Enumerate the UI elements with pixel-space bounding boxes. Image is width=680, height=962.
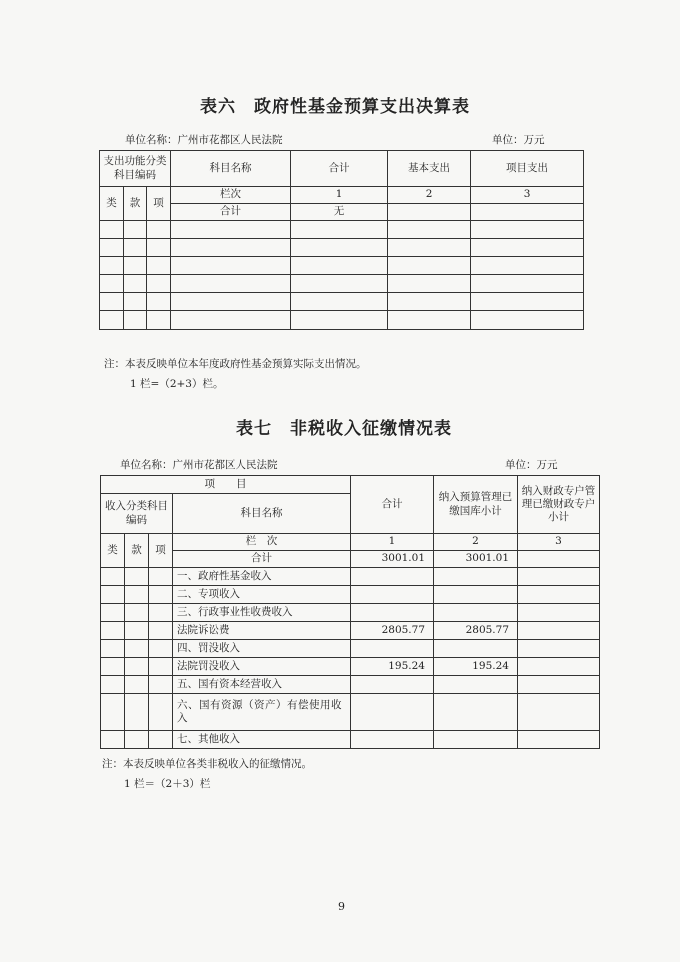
table7-row-c2	[434, 676, 518, 694]
table7-row-c3	[518, 604, 600, 622]
table7-row-c1	[351, 604, 434, 622]
table7-title: 表七 非税收入征缴情况表	[236, 419, 452, 439]
table7-row-c3	[518, 694, 600, 731]
table7-row-c2	[434, 586, 518, 604]
table7-header-name: 科目名称	[173, 494, 351, 534]
table6-header-basic: 基本支出	[388, 151, 471, 187]
table7-header-c3: 纳入财政专户管理已缴财政专户小计	[518, 476, 600, 534]
table-row	[101, 586, 600, 604]
table7-row-c2	[434, 640, 518, 658]
table-row	[101, 731, 600, 749]
table-row	[100, 257, 584, 275]
table7-row-c3	[518, 622, 600, 640]
table7-row-name: 四、罚没收入	[173, 640, 351, 658]
table7-row-c1	[351, 731, 434, 749]
table7-row-c2	[434, 604, 518, 622]
table6-row-lanci-name: 栏次	[171, 187, 291, 204]
table7-row-name: 合计	[173, 551, 351, 568]
table-row	[101, 676, 600, 694]
table7-row-c1: 2805.77	[351, 622, 434, 640]
table-row	[101, 551, 600, 568]
table7-row-c2: 2805.77	[434, 622, 518, 640]
table6-header-code: 支出功能分类科目编码	[100, 151, 171, 187]
table7-row-c1	[351, 694, 434, 731]
table7-row-name: 栏 次	[173, 534, 351, 551]
table6-title: 表六 政府性基金预算支出决算表	[200, 97, 470, 117]
table7-row-name: 二、专项收入	[173, 586, 351, 604]
table6-note-2: 1 栏=（2+3）栏。	[130, 378, 224, 390]
table7-row-c3	[518, 586, 600, 604]
table7-header-xiangmu: 项 目	[101, 476, 351, 494]
table7-row-c1: 195.24	[351, 658, 434, 676]
table7-header-xiang: 项	[149, 534, 173, 568]
table7-row-c1	[351, 640, 434, 658]
table6-row-lanci-c2: 2	[388, 187, 471, 204]
table6-cell	[388, 204, 471, 221]
table-row	[100, 311, 584, 330]
table6-header-total: 合计	[291, 151, 388, 187]
table6-row-total-c1: 无	[291, 204, 388, 221]
table7-row-name: 六、国有资源（资产）有偿使用收入	[173, 694, 351, 731]
table7-row-c3: 3	[518, 534, 600, 551]
table7-row-c2	[434, 731, 518, 749]
table7-row-c3	[518, 551, 600, 568]
table-row	[100, 239, 584, 257]
table6-header-project: 项目支出	[471, 151, 584, 187]
table6-header-kuan: 款	[124, 187, 147, 221]
table6-note-1: 注：本表反映单位本年度政府性基金预算实际支出情况。	[104, 358, 367, 370]
table7-header-total: 合计	[351, 476, 434, 534]
table7-row-c1: 1	[351, 534, 434, 551]
table7-unit-name: 单位名称：广州市花都区人民法院	[120, 459, 278, 471]
table6	[99, 150, 584, 330]
table-row	[101, 568, 600, 586]
table7-row-c1	[351, 676, 434, 694]
table7-header-lei: 类	[101, 534, 125, 568]
table7-header-kuan: 款	[125, 534, 149, 568]
table7-row-name: 法院诉讼费	[173, 622, 351, 640]
table6-cell	[471, 204, 584, 221]
table7-row-c3	[518, 676, 600, 694]
table7-note-1: 注：本表反映单位各类非税收入的征缴情况。	[102, 758, 312, 770]
table-row	[100, 221, 584, 239]
table-row	[100, 275, 584, 293]
table-row	[101, 658, 600, 676]
table7-row-name: 三、行政事业性收费收入	[173, 604, 351, 622]
table6-unit: 单位：万元	[492, 134, 545, 146]
table7-unit: 单位：万元	[505, 459, 558, 471]
table-row	[101, 622, 600, 640]
table7-row-name: 七、其他收入	[173, 731, 351, 749]
table-row	[101, 640, 600, 658]
table7	[100, 475, 600, 749]
table7-row-c2: 3001.01	[434, 551, 518, 568]
table7-header-c2: 纳入预算管理已缴国库小计	[434, 476, 518, 534]
table6-unit-name: 单位名称：广州市花都区人民法院	[125, 134, 283, 146]
table7-row-name: 一、政府性基金收入	[173, 568, 351, 586]
table7-row-name: 法院罚没收入	[173, 658, 351, 676]
table7-row-c3	[518, 640, 600, 658]
table-row	[101, 604, 600, 622]
table7-row-c3	[518, 568, 600, 586]
table6-row-lanci-c1: 1	[291, 187, 388, 204]
table6-row-total-name: 合计	[171, 204, 291, 221]
table7-row-c3	[518, 731, 600, 749]
table7-row-c2	[434, 568, 518, 586]
table7-note-2: 1 栏＝（2＋3）栏	[124, 778, 211, 790]
table6-header-lei: 类	[100, 187, 124, 221]
table7-row-c2: 195.24	[434, 658, 518, 676]
table7-row-c2: 2	[434, 534, 518, 551]
table7-row-c1: 3001.01	[351, 551, 434, 568]
table-row	[101, 694, 600, 731]
table7-row-c3	[518, 658, 600, 676]
table7-row-c2	[434, 694, 518, 731]
table7-header-code: 收入分类科目编码	[101, 494, 173, 534]
table6-row-lanci-c3: 3	[471, 187, 584, 204]
table7-row-name: 五、国有资本经营收入	[173, 676, 351, 694]
table6-header-xiang: 项	[147, 187, 171, 221]
table7-row-c1	[351, 586, 434, 604]
table-row	[100, 293, 584, 311]
page-number: 9	[338, 900, 345, 913]
table7-row-c1	[351, 568, 434, 586]
table6-header-name: 科目名称	[171, 151, 291, 187]
